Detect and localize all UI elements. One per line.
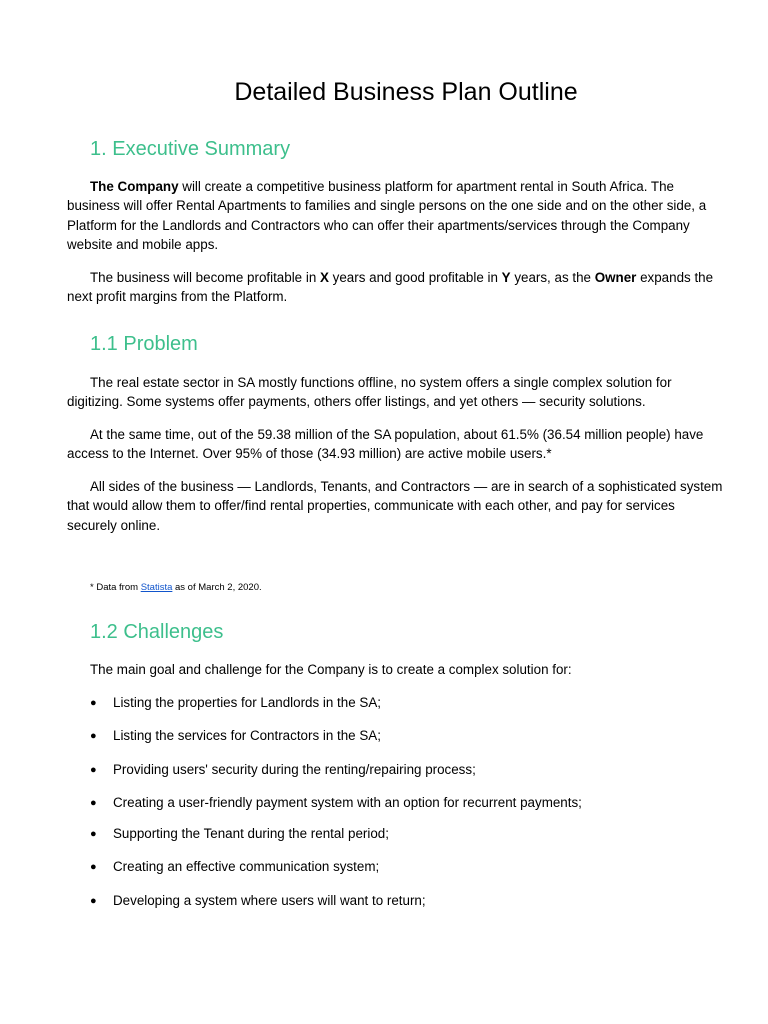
- list-item: [90, 760, 710, 780]
- list-item-text: Supporting the Tenant during the rental period;: [113, 826, 389, 841]
- bullet-icon: ●: [90, 861, 97, 873]
- section-heading-problem: 1.1 Problem: [90, 333, 198, 355]
- footnote-prefix: * Data from: [90, 582, 141, 593]
- list-item: [90, 891, 710, 911]
- text-fragment: years, as the: [510, 270, 595, 285]
- section-heading-challenges: 1.2 Challenges: [90, 621, 224, 643]
- bullet-icon: ●: [90, 828, 97, 840]
- bullet-icon: ●: [90, 730, 97, 742]
- executive-summary-paragraph-2: [67, 268, 727, 307]
- bold-owner: Owner: [594, 270, 637, 285]
- list-item-text: Creating an effective communication system;: [113, 859, 380, 874]
- list-item-text: Developing a system where users will want to return;: [113, 893, 426, 908]
- problem-paragraph-1: The real estate sector in SA mostly functions offline, no system offers a single complex solution for digitizing. Some systems offer payments, others offer listings, and yet others — security solutions.: [67, 375, 672, 410]
- text-fragment: The business will become profitable in: [90, 270, 320, 285]
- list-item: [90, 793, 710, 813]
- text-fragment: years and good profitable in: [328, 270, 502, 285]
- executive-summary-paragraph-1: [67, 177, 727, 255]
- problem-paragraph-3: All sides of the business — Landlords, Tenants, and Contractors — are in search of a sophisticated system that would allow them to offer/find rental properties, communicate with each other, and pay for services securely online.: [67, 479, 723, 533]
- list-item-text: Providing users' security during the renting/repairing process;: [113, 762, 476, 777]
- bold-x: X: [320, 270, 329, 285]
- section-heading-executive-summary: 1. Executive Summary: [90, 138, 291, 160]
- bold-company-name: The Company: [90, 179, 179, 194]
- executive-summary-text: will create a competitive business platform for apartment rental in South Africa. The business will offer Rental Apartments to families and single persons on the one side and on the other side, a Platform for the Landlords and Contractors who can offer their apartments/services through the Company website and mobile apps.: [67, 179, 707, 253]
- list-item: [90, 824, 710, 844]
- bullet-icon: ●: [90, 797, 97, 809]
- list-item: [90, 693, 710, 713]
- bullet-icon: ●: [90, 697, 97, 709]
- list-item-text: Listing the properties for Landlords in the SA;: [113, 695, 381, 710]
- text-fragment: expands the next profit margins from the Platform.: [67, 270, 714, 305]
- bullet-icon: ●: [90, 895, 97, 907]
- problem-paragraph-2: At the same time, out of the 59.38 million of the SA population, about 61.5% (36.54 million people) have access to the Internet. Over 95% of those (34.93 million) are active mobile users.*: [67, 427, 704, 462]
- statista-link[interactable]: Statista: [140, 582, 173, 593]
- bold-y: Y: [501, 270, 511, 285]
- list-item-text: Creating a user-friendly payment system with an option for recurrent payments;: [113, 795, 582, 810]
- list-item: [90, 857, 710, 877]
- footnote-suffix: as of March 2, 2020.: [172, 582, 262, 593]
- challenges-intro: The main goal and challenge for the Company is to create a complex solution for:: [90, 662, 572, 677]
- bullet-icon: ●: [90, 764, 97, 776]
- list-item: [90, 726, 710, 746]
- page-title: Detailed Business Plan Outline: [234, 78, 578, 106]
- list-item-text: Listing the services for Contractors in the SA;: [113, 728, 381, 743]
- footnote: [90, 582, 262, 594]
